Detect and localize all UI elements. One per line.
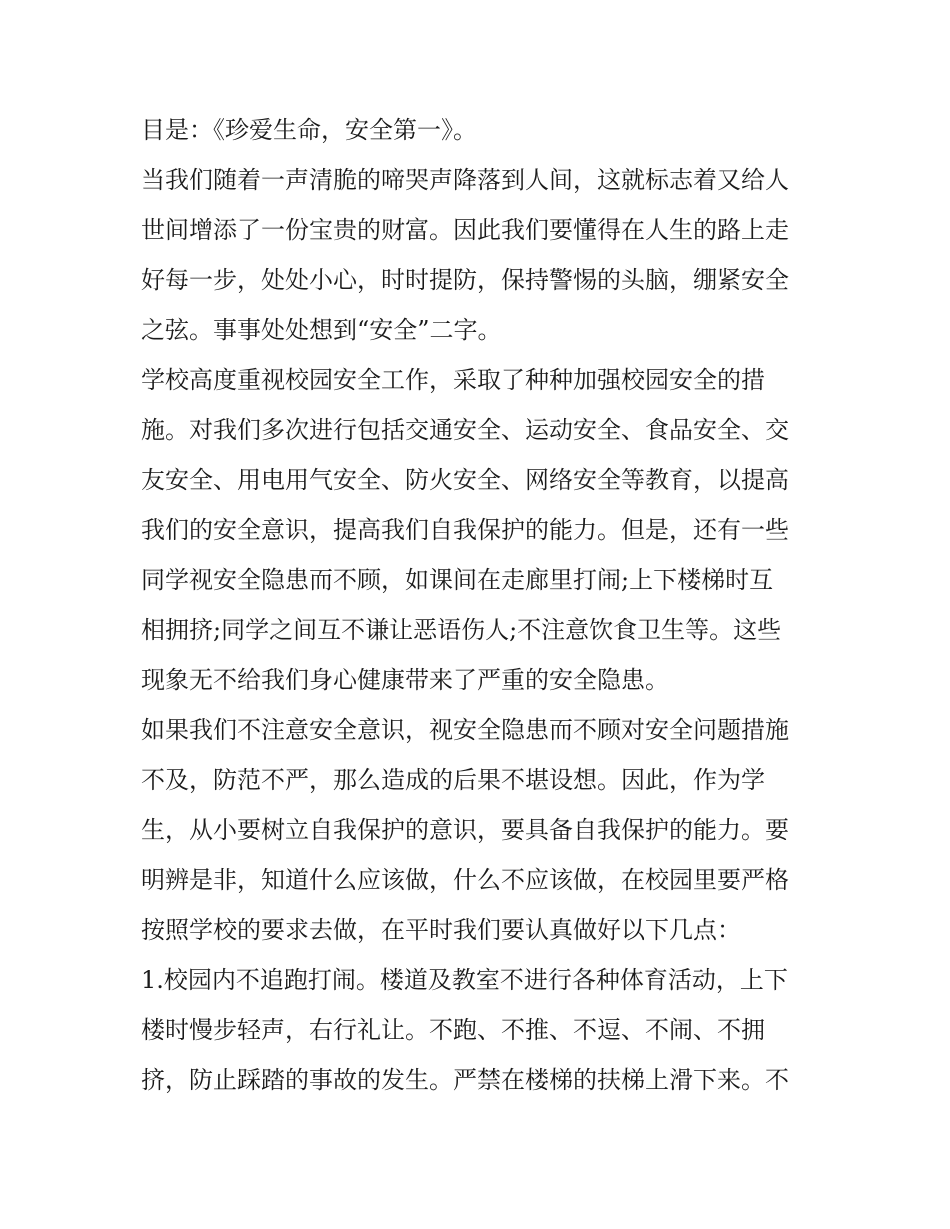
text-line: 友安全、用电用气安全、防火安全、网络安全等教育，以提高	[141, 466, 789, 494]
document-body	[141, 105, 816, 1105]
text-line: 我们的安全意识，提高我们自我保护的能力。但是，还有一些	[141, 516, 789, 544]
text-line: 挤，防止踩踏的事故的发生。严禁在楼梯的扶梯上滑下来。不	[141, 1066, 789, 1094]
text-line: 现象无不给我们身心健康带来了严重的安全隐患。	[141, 666, 669, 694]
text-line: 好每一步，处处小心，时时提防，保持警惕的头脑，绷紧安全	[141, 266, 789, 294]
text-line: 施。对我们多次进行包括交通安全、运动安全、食品安全、交	[141, 416, 789, 444]
text-line: 学校高度重视校园安全工作，采取了种种加强校园安全的措	[141, 366, 765, 394]
text-line: 之弦。事事处处想到“安全”二字。	[141, 316, 502, 344]
text-line: 世间增添了一份宝贵的财富。因此我们要懂得在人生的路上走	[141, 216, 789, 244]
text-line: 按照学校的要求去做，在平时我们要认真做好以下几点：	[141, 916, 741, 944]
text-line: 生，从小要树立自我保护的意识，要具备自我保护的能力。要	[141, 816, 789, 844]
text-line: 1.校园内不追跑打闹。楼道及教室不进行各种体育活动，上下	[141, 966, 788, 994]
text-line: 同学视安全隐患而不顾，如课间在走廊里打闹;上下楼梯时互	[141, 566, 774, 594]
text-line: 目是：《珍爱生命，安全第一》。	[141, 116, 477, 144]
text-line: 如果我们不注意安全意识，视安全隐患而不顾对安全问题措施	[141, 716, 789, 744]
text-line: 相拥挤;同学之间互不谦让恶语伤人;不注意饮食卫生等。这些	[141, 616, 782, 644]
text-line: 明辨是非，知道什么应该做，什么不应该做，在校园里要严格	[141, 866, 789, 894]
text-line: 当我们随着一声清脆的啼哭声降落到人间，这就标志着又给人	[141, 166, 789, 194]
text-line: 不及，防范不严，那么造成的后果不堪设想。因此，作为学	[141, 766, 765, 794]
text-line: 楼时慢步轻声，右行礼让。不跑、不推、不逗、不闹、不拥	[141, 1016, 765, 1044]
